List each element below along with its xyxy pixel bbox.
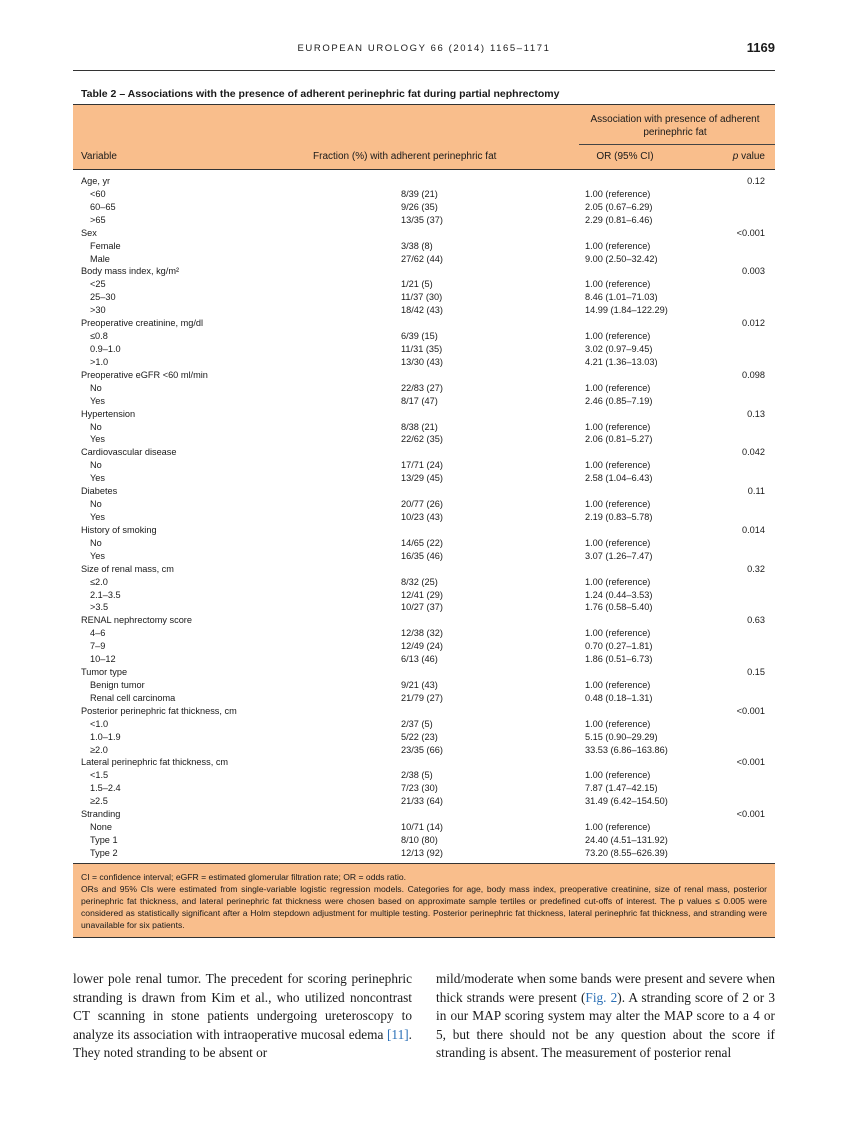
- cell-fraction: 14/65 (22): [401, 537, 443, 548]
- table-footnotes: [73, 864, 775, 938]
- cell-p-value: 0.014: [742, 524, 765, 535]
- table-category-row: [73, 227, 775, 240]
- cell-variable: Diabetes: [81, 486, 118, 497]
- table-body: [73, 170, 775, 864]
- group-header: Association with presence of adherent perinephric fat: [590, 114, 760, 138]
- cell-odds-ratio: 2.29 (0.81–6.46): [585, 214, 653, 225]
- table-row: [73, 511, 775, 524]
- cell-variable: >30: [90, 305, 106, 316]
- table-row: [73, 576, 775, 589]
- cell-p-value: 0.15: [747, 667, 765, 678]
- cell-variable: Yes: [90, 434, 105, 445]
- cell-p-value: 0.042: [742, 447, 765, 458]
- cell-fraction: 9/26 (35): [401, 201, 438, 212]
- cell-fraction: 17/71 (24): [401, 460, 443, 471]
- text-left-a: lower pole renal tumor. The precedent for scoring perinephric stranding is drawn from Kim et al., who utilized noncontrast CT scanning in stone patients undergoing ureteroscopy to analyze its association with intraoperative mucosal edema: [73, 971, 412, 1042]
- cell-fraction: 22/83 (27): [401, 382, 443, 393]
- cell-variable: Type 1: [90, 835, 118, 846]
- cell-p-value: <0.001: [736, 757, 765, 768]
- cell-variable: Yes: [90, 395, 105, 406]
- cell-odds-ratio: 2.06 (0.81–5.27): [585, 434, 653, 445]
- table-row: [73, 330, 775, 343]
- cell-variable: 2.1–3.5: [90, 589, 121, 600]
- cell-odds-ratio: 31.49 (6.42–154.50): [585, 796, 668, 807]
- cell-variable: Female: [90, 240, 121, 251]
- table-category-row: [73, 265, 775, 278]
- cell-fraction: 10/71 (14): [401, 822, 443, 833]
- cell-variable: No: [90, 382, 102, 393]
- cell-fraction: 11/31 (35): [401, 343, 443, 354]
- cell-fraction: 20/77 (26): [401, 499, 443, 510]
- cell-p-value: <0.001: [736, 227, 765, 238]
- table-row: [73, 589, 775, 602]
- column-header-or: OR (95% CI): [596, 151, 654, 162]
- cell-variable: Preoperative eGFR <60 ml/min: [81, 369, 208, 380]
- table-row: [73, 744, 775, 757]
- cell-fraction: 8/10 (80): [401, 835, 438, 846]
- figure-link-fig-2[interactable]: Fig. 2: [585, 989, 618, 1005]
- table-row: [73, 278, 775, 291]
- cell-fraction: 8/17 (47): [401, 395, 438, 406]
- cell-variable: <1.5: [90, 770, 109, 781]
- cell-odds-ratio: 1.00 (reference): [585, 822, 651, 833]
- table-row: [73, 356, 775, 369]
- cell-odds-ratio: 1.00 (reference): [585, 331, 651, 342]
- cell-p-value: 0.63: [747, 615, 765, 626]
- cell-fraction: 3/38 (8): [401, 240, 433, 251]
- table-row: [73, 550, 775, 563]
- table-category-row: [73, 524, 775, 537]
- table-row: [73, 498, 775, 511]
- cell-fraction: 6/13 (46): [401, 654, 438, 665]
- cell-odds-ratio: 1.00 (reference): [585, 421, 651, 432]
- body-column-right: [436, 970, 775, 1063]
- column-header-p-value: [733, 151, 765, 162]
- cell-odds-ratio: 1.00 (reference): [585, 770, 651, 781]
- table-row: [73, 653, 775, 666]
- cell-fraction: 21/33 (64): [401, 796, 443, 807]
- cell-variable: RENAL nephrectomy score: [81, 615, 192, 626]
- cell-odds-ratio: 5.15 (0.90–29.29): [585, 731, 658, 742]
- running-head: [73, 40, 775, 60]
- cell-fraction: 2/37 (5): [401, 718, 433, 729]
- column-header-fraction: Fraction (%) with adherent perinephric fat: [313, 151, 497, 162]
- cell-p-value: 0.003: [742, 266, 765, 277]
- cell-fraction: 10/23 (43): [401, 511, 443, 522]
- cell-odds-ratio: 1.00 (reference): [585, 718, 651, 729]
- table-row: [73, 847, 775, 860]
- cell-variable: No: [90, 421, 102, 432]
- table-row: [73, 834, 775, 847]
- cell-variable: Yes: [90, 511, 105, 522]
- cell-variable: Male: [90, 253, 110, 264]
- cell-variable: 1.0–1.9: [90, 731, 121, 742]
- cell-variable: >3.5: [90, 602, 109, 613]
- table-category-row: [73, 317, 775, 330]
- cell-odds-ratio: 0.48 (0.18–1.31): [585, 692, 653, 703]
- table-category-row: [73, 666, 775, 679]
- cell-variable: ≤2.0: [90, 576, 108, 587]
- cell-odds-ratio: 1.24 (0.44–3.53): [585, 589, 653, 600]
- cell-odds-ratio: 1.86 (0.51–6.73): [585, 654, 653, 665]
- cell-variable: >65: [90, 214, 106, 225]
- cell-p-value: 0.32: [747, 563, 765, 574]
- table-category-row: [73, 756, 775, 769]
- column-header-variable: Variable: [81, 151, 117, 162]
- header-rule: [73, 70, 775, 71]
- cell-odds-ratio: 1.00 (reference): [585, 499, 651, 510]
- cell-odds-ratio: 1.00 (reference): [585, 537, 651, 548]
- cell-variable: Cardiovascular disease: [81, 447, 177, 458]
- cell-variable: Yes: [90, 473, 105, 484]
- cell-variable: <25: [90, 279, 106, 290]
- cell-variable: Benign tumor: [90, 679, 145, 690]
- paragraph-right: [436, 970, 775, 1063]
- cell-odds-ratio: 2.46 (0.85–7.19): [585, 395, 653, 406]
- cell-variable: 1.5–2.4: [90, 783, 121, 794]
- cell-p-value: 0.13: [747, 408, 765, 419]
- cell-p-value: 0.11: [747, 486, 765, 497]
- table-category-row: [73, 175, 775, 188]
- table-row: [73, 679, 775, 692]
- cell-variable: Lateral perinephric fat thickness, cm: [81, 757, 229, 768]
- cell-fraction: 18/42 (43): [401, 305, 443, 316]
- cell-fraction: 16/35 (46): [401, 550, 443, 561]
- table-title: Table 2 – Associations with the presence of adherent perinephric fat during partial nephrectomy: [81, 88, 560, 100]
- cell-odds-ratio: 2.19 (0.83–5.78): [585, 511, 653, 522]
- table-row: [73, 240, 775, 253]
- cell-odds-ratio: 4.21 (1.36–13.03): [585, 356, 658, 367]
- cell-variable: <60: [90, 188, 106, 199]
- cell-fraction: 6/39 (15): [401, 331, 438, 342]
- cell-variable: Preoperative creatinine, mg/dl: [81, 318, 204, 329]
- cell-odds-ratio: 1.00 (reference): [585, 679, 651, 690]
- table-row: [73, 640, 775, 653]
- table-header: [73, 104, 775, 170]
- cell-p-value: 0.012: [742, 318, 765, 329]
- cell-fraction: 23/35 (66): [401, 744, 443, 755]
- table-category-row: [73, 369, 775, 382]
- group-header-rule: [579, 144, 775, 145]
- text-right-b: ). A stranding score of 2 or 3 in our MAP scoring system may alter the MAP score to a 4 or 5, but there should not be any question about the score if stranding is absent. The measurement of posterior renal: [436, 989, 776, 1061]
- cell-variable: History of smoking: [81, 524, 157, 535]
- cell-variable: None: [90, 822, 112, 833]
- cell-odds-ratio: 24.40 (4.51–131.92): [585, 835, 668, 846]
- cell-odds-ratio: 1.00 (reference): [585, 628, 651, 639]
- table-row: [73, 472, 775, 485]
- cell-odds-ratio: 9.00 (2.50–32.42): [585, 253, 658, 264]
- cell-odds-ratio: 7.87 (1.47–42.15): [585, 783, 658, 794]
- cell-variable: 0.9–1.0: [90, 343, 121, 354]
- cell-variable: No: [90, 460, 102, 471]
- cell-odds-ratio: 2.05 (0.67–6.29): [585, 201, 653, 212]
- cell-variable: Renal cell carcinoma: [90, 692, 176, 703]
- cell-variable: 10–12: [90, 654, 116, 665]
- cell-fraction: 11/37 (30): [401, 292, 443, 303]
- cell-fraction: 2/38 (5): [401, 770, 433, 781]
- cell-variable: 60–65: [90, 201, 116, 212]
- cell-odds-ratio: 0.70 (0.27–1.81): [585, 641, 653, 652]
- cell-variable: Type 2: [90, 847, 118, 858]
- cell-variable: Yes: [90, 550, 105, 561]
- table-row: [73, 795, 775, 808]
- cell-variable: No: [90, 499, 102, 510]
- journal-citation: EUROPEAN UROLOGY 66 (2014) 1165–1171: [297, 43, 551, 54]
- table-row: [73, 731, 775, 744]
- cell-odds-ratio: 1.00 (reference): [585, 279, 651, 290]
- cell-variable: ≥2.5: [90, 796, 108, 807]
- table-row: [73, 537, 775, 550]
- cell-fraction: 1/21 (5): [401, 279, 433, 290]
- cell-variable: Body mass index, kg/m²: [81, 266, 180, 277]
- text-left-b: . They noted stranding to be absent or: [73, 1026, 412, 1061]
- table-category-row: [73, 446, 775, 459]
- cell-variable: Size of renal mass, cm: [81, 563, 174, 574]
- table-row: [73, 188, 775, 201]
- table-row: [73, 382, 775, 395]
- table-category-row: [73, 485, 775, 498]
- table-row: [73, 395, 775, 408]
- table-row: [73, 718, 775, 731]
- page-number: 1169: [746, 40, 775, 55]
- cell-fraction: 5/22 (23): [401, 731, 438, 742]
- table-row: [73, 433, 775, 446]
- cell-fraction: 13/29 (45): [401, 473, 443, 484]
- cell-fraction: 8/39 (21): [401, 188, 438, 199]
- cell-odds-ratio: 14.99 (1.84–122.29): [585, 305, 668, 316]
- cell-odds-ratio: 3.02 (0.97–9.45): [585, 343, 653, 354]
- table-row: [73, 253, 775, 266]
- table-row: [73, 821, 775, 834]
- cell-odds-ratio: 73.20 (8.55–626.39): [585, 847, 668, 858]
- cell-variable: >1.0: [90, 356, 109, 367]
- cell-variable: ≥2.0: [90, 744, 108, 755]
- body-column-left: [73, 970, 412, 1063]
- cell-odds-ratio: 33.53 (6.86–163.86): [585, 744, 668, 755]
- p-italic: p: [732, 151, 739, 162]
- table-row: [73, 769, 775, 782]
- table-row: [73, 214, 775, 227]
- cell-variable: 25–30: [90, 292, 116, 303]
- cell-variable: Hypertension: [81, 408, 136, 419]
- cell-p-value: 0.12: [747, 176, 765, 186]
- table-row: [73, 601, 775, 614]
- cell-p-value: <0.001: [736, 809, 765, 820]
- cell-variable: Age, yr: [81, 176, 111, 186]
- reference-link-11[interactable]: [11]: [387, 1026, 409, 1042]
- cell-variable: 7–9: [90, 641, 106, 652]
- cell-variable: Sex: [81, 227, 97, 238]
- cell-odds-ratio: 1.00 (reference): [585, 240, 651, 251]
- cell-odds-ratio: 1.00 (reference): [585, 460, 651, 471]
- cell-variable: Tumor type: [81, 667, 128, 678]
- cell-odds-ratio: 1.00 (reference): [585, 382, 651, 393]
- cell-fraction: 12/13 (92): [401, 847, 443, 858]
- cell-fraction: 7/23 (30): [401, 783, 438, 794]
- table-row: [73, 459, 775, 472]
- text-right-a: mild/moderate when some bands were present and severe when thick strands were present (: [436, 971, 775, 1005]
- cell-fraction: 21/79 (27): [401, 692, 443, 703]
- cell-fraction: 8/32 (25): [401, 576, 438, 587]
- footnote-methods: ORs and 95% CIs were estimated from single-variable logistic regression models. Categories for age, body mass index, preoperative creatinine, size of renal mass, posterior perinephric fat thickness, and lateral perinephric fat thickness were chosen based on approximate sample tertiles or predefined cut-offs of interest. The p values ≤ 0.005 were considered as statistically significant after a Holm stepdown adjustment for multiple testing. Posterior perinephric fat thickness, lateral perinephric fat thickness, and stranding were unavailable for six patients.: [81, 883, 767, 930]
- cell-fraction: 13/30 (43): [401, 356, 443, 367]
- table-row: [73, 782, 775, 795]
- cell-odds-ratio: 1.00 (reference): [585, 576, 651, 587]
- cell-variable: 4–6: [90, 628, 106, 639]
- table-row: [73, 304, 775, 317]
- footnote-abbreviations: CI = confidence interval; eGFR = estimated glomerular filtration rate; OR = odds ratio.: [81, 871, 407, 882]
- cell-variable: ≤0.8: [90, 331, 108, 342]
- table-row: [73, 291, 775, 304]
- paragraph-left: [73, 970, 412, 1063]
- table-row: [73, 421, 775, 434]
- table-row: [73, 627, 775, 640]
- cell-variable: Posterior perinephric fat thickness, cm: [81, 705, 237, 716]
- cell-fraction: 12/38 (32): [401, 628, 443, 639]
- cell-variable: Stranding: [81, 809, 121, 820]
- table-row: [73, 692, 775, 705]
- cell-fraction: 9/21 (43): [401, 679, 438, 690]
- table-2: [73, 104, 775, 938]
- cell-odds-ratio: 8.46 (1.01–71.03): [585, 292, 658, 303]
- cell-fraction: 10/27 (37): [401, 602, 443, 613]
- cell-variable: No: [90, 537, 102, 548]
- cell-odds-ratio: 1.76 (0.58–5.40): [585, 602, 653, 613]
- table-category-row: [73, 808, 775, 821]
- cell-fraction: 12/49 (24): [401, 641, 443, 652]
- cell-p-value: <0.001: [736, 705, 765, 716]
- table-row: [73, 343, 775, 356]
- table-category-row: [73, 705, 775, 718]
- table-row: [73, 201, 775, 214]
- cell-variable: <1.0: [90, 718, 109, 729]
- cell-fraction: 13/35 (37): [401, 214, 443, 225]
- cell-odds-ratio: 1.00 (reference): [585, 188, 651, 199]
- p-suffix: value: [738, 151, 765, 162]
- cell-fraction: 27/62 (44): [401, 253, 443, 264]
- table-category-row: [73, 614, 775, 627]
- table-category-row: [73, 408, 775, 421]
- cell-fraction: 12/41 (29): [401, 589, 443, 600]
- cell-odds-ratio: 2.58 (1.04–6.43): [585, 473, 653, 484]
- table-category-row: [73, 563, 775, 576]
- cell-fraction: 22/62 (35): [401, 434, 443, 445]
- cell-p-value: 0.098: [742, 369, 765, 380]
- cell-fraction: 8/38 (21): [401, 421, 438, 432]
- cell-odds-ratio: 3.07 (1.26–7.47): [585, 550, 653, 561]
